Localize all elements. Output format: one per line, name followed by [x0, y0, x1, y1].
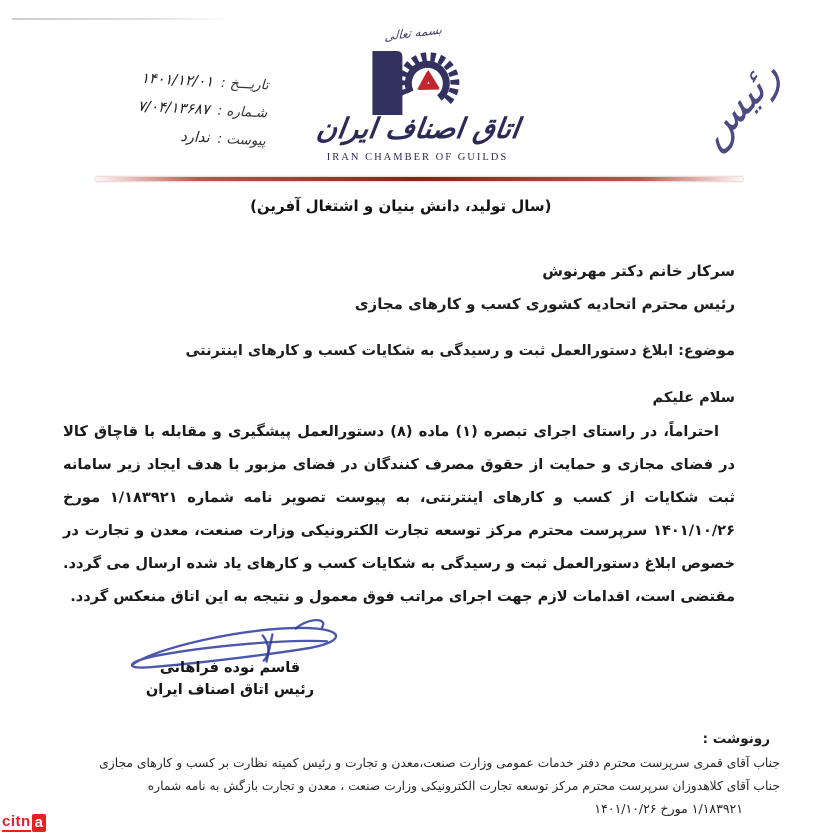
cc-item-3: ۱/۱۸۳۹۲۱ مورخ ۱۴۰۱/۱۰/۲۶ [594, 801, 743, 816]
attachment-value: ندارد [180, 128, 210, 147]
date-label: تاریـــخ : [220, 74, 270, 94]
year-slogan: (سال تولید، دانش بنیان و اشتغال آفرین) [250, 197, 552, 215]
org-name-en: IRAN CHAMBER OF GUILDS [326, 152, 509, 163]
salutation: سلام علیکم [652, 390, 735, 406]
org-name-fa: اتاق اصناف ایران [314, 112, 521, 145]
citna-watermark-box: a [32, 814, 46, 832]
attachment-label: پیوست : [217, 130, 267, 150]
recipient-name: سرکار خانم دکتر مهرنوش [542, 262, 735, 280]
cc-item-2: جناب آقای کلاهدوزان سرپرست محترم مرکز توسعه تجارت الکترونیکی وزارت صنعت ، معدن و تجارت بازگش به نامه شماره [147, 779, 780, 793]
chamber-logo-icon [350, 50, 480, 116]
number-value: ۷/۰۴/۱۳۶۸۷ [137, 98, 211, 119]
date-value: ۱۴۰۱/۱۲/۰۱ [140, 70, 214, 91]
bismillah-calligraphy: بسمه تعالی [383, 22, 443, 44]
letter-meta-block [60, 67, 269, 162]
signatory-title: رئیس اتاق اصناف ایران [145, 682, 315, 698]
signature-block [100, 608, 360, 698]
scan-artifact-line [12, 18, 230, 20]
date-row [64, 67, 270, 94]
subject-line: موضوع: ابلاغ دستورالعمل ثبت و رسیدگی به شکایات کسب و کارهای اینترنتی [185, 343, 735, 359]
red-separator-line [95, 177, 743, 181]
recipient-title: رئیس محترم اتحادیه کشوری کسب و کارهای مجازی [354, 295, 735, 313]
cc-label: رونوشت : [702, 731, 770, 747]
number-row [62, 95, 268, 122]
handwritten-president-note: رئیس [689, 47, 789, 158]
cc-item-1: جناب آقای قمری سرپرست محترم دفتر خدمات عمومی وزارت صنعت،معدن و تجارت و رئیس کمیته نظارت بر کسب و کارهای مجازی [99, 756, 780, 770]
letter-body: احتراماً، در راستای اجرای تبصره (۱) ماده (۸) دستورالعمل پیشگیری و مقابله با قاچاق کالا در فضای مجازی و حمایت از حقوق مصرف کنندگان در فضای مزبور با هدف ایجاد زیر سامانه ثبت شکایات از کسب و کارهای اینترنتی، به پیوست تصویر نامه شماره ۱/۱۸۳۹۲۱ مورخ ۱۴۰۱/۱۰/۲۶ سرپرست محترم مرکز توسعه تجارت الکترونیکی وزارت صنعت، معدن و تجارت در خصوص ابلاغ دستورالعمل ثبت و رسیدگی به شکایات کسب و کارهای یاد شده ارسال می گردد. مقتضی است، اقدامات لازم جهت اجرای مراتب فوق معمول و نتیجه به این اتاق منعکس گردد. [63, 423, 735, 605]
citna-watermark-text: citn [2, 813, 31, 830]
number-label: شـماره : [217, 102, 268, 122]
attachment-row [61, 123, 267, 150]
citna-watermark [2, 814, 46, 832]
signatory-name: قاسم نوده فراهانی [159, 660, 301, 676]
